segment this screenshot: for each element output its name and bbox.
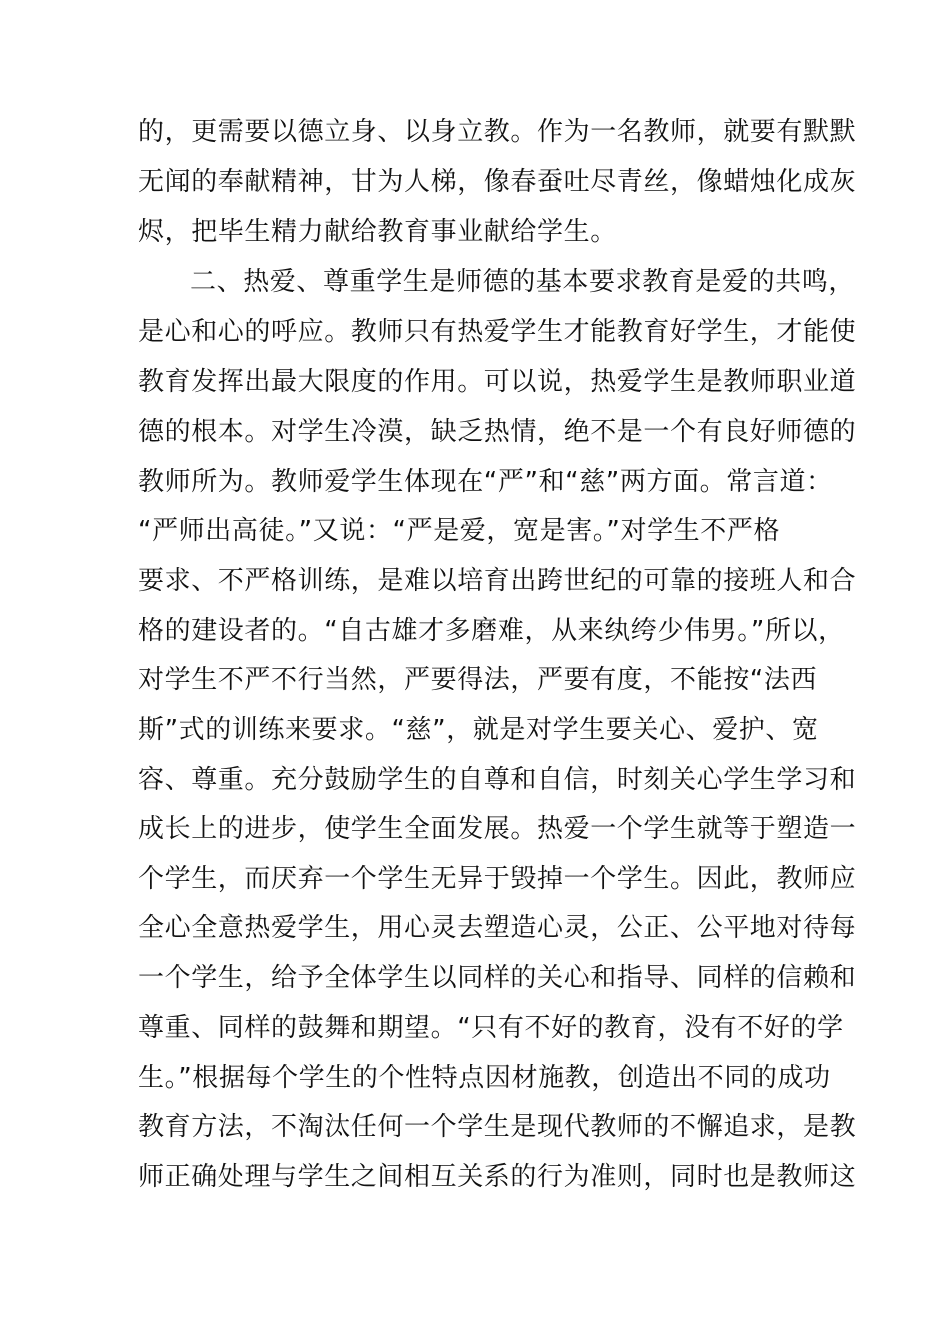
text-line: 要求、不严格训练，是难以培育出跨世纪的可靠的接班人和合	[138, 566, 857, 596]
text-line: 容、尊重。充分鼓励学生的自尊和自信，时刻关心学生学习和	[138, 765, 857, 795]
text-line: 教育发挥出最大限度的作用。可以说，热爱学生是教师职业道	[138, 367, 857, 397]
text-line: 成长上的进步，使学生全面发展。热爱一个学生就等于塑造一	[138, 814, 857, 844]
text-line: 教育方法，不淘汰任何一个学生是现代教师的不懈追求，是教	[138, 1112, 857, 1142]
text-line: 尊重、同样的鼓舞和期望。“只有不好的教育，没有不好的学	[138, 1013, 844, 1043]
text-line: 格的建设者的。“自古雄才多磨难，从来纨绔少伟男。”所以，	[138, 616, 845, 646]
text-line: 一个学生，给予全体学生以同样的关心和指导、同样的信赖和	[138, 963, 857, 993]
text-line: 烬，把毕生精力献给教育事业献给学生。	[138, 217, 617, 247]
text-line: 德的根本。对学生冷漠，缺乏热情，绝不是一个有良好师德的	[138, 417, 857, 447]
text-line: 全心全意热爱学生，用心灵去塑造心灵，公正、公平地对待每	[138, 913, 857, 943]
text-line: 斯”式的训练来要求。“慈”，就是对学生要关心、爱护、宽	[138, 715, 819, 745]
paragraph-heading-line: 二、热爱、尊重学生是师德的基本要求教育是爱的共鸣，	[190, 267, 856, 297]
text-line: 无闻的奉献精神，甘为人梯，像春蚕吐尽青丝，像蜡烛化成灰	[138, 167, 857, 197]
text-line: 师正确处理与学生之间相互关系的行为准则，同时也是教师这	[138, 1162, 857, 1192]
text-line: 是心和心的呼应。教师只有热爱学生才能教育好学生，才能使	[138, 317, 857, 347]
text-line: “严师出高徒。”又说：“严是爱，宽是害。”对学生不严格	[138, 516, 781, 546]
text-line: 的，更需要以德立身、以身立教。作为一名教师，就要有默默	[138, 117, 857, 147]
text-line: 教师所为。教师爱学生体现在“严”和“慈”两方面。常言道：	[138, 467, 833, 497]
text-line: 对学生不严不行当然，严要得法，严要有度，不能按“法西	[138, 665, 818, 695]
text-line: 生。”根据每个学生的个性特点因材施教，创造出不同的成功	[138, 1063, 831, 1093]
text-line: 个学生，而厌弃一个学生无异于毁掉一个学生。因此，教师应	[138, 864, 857, 894]
